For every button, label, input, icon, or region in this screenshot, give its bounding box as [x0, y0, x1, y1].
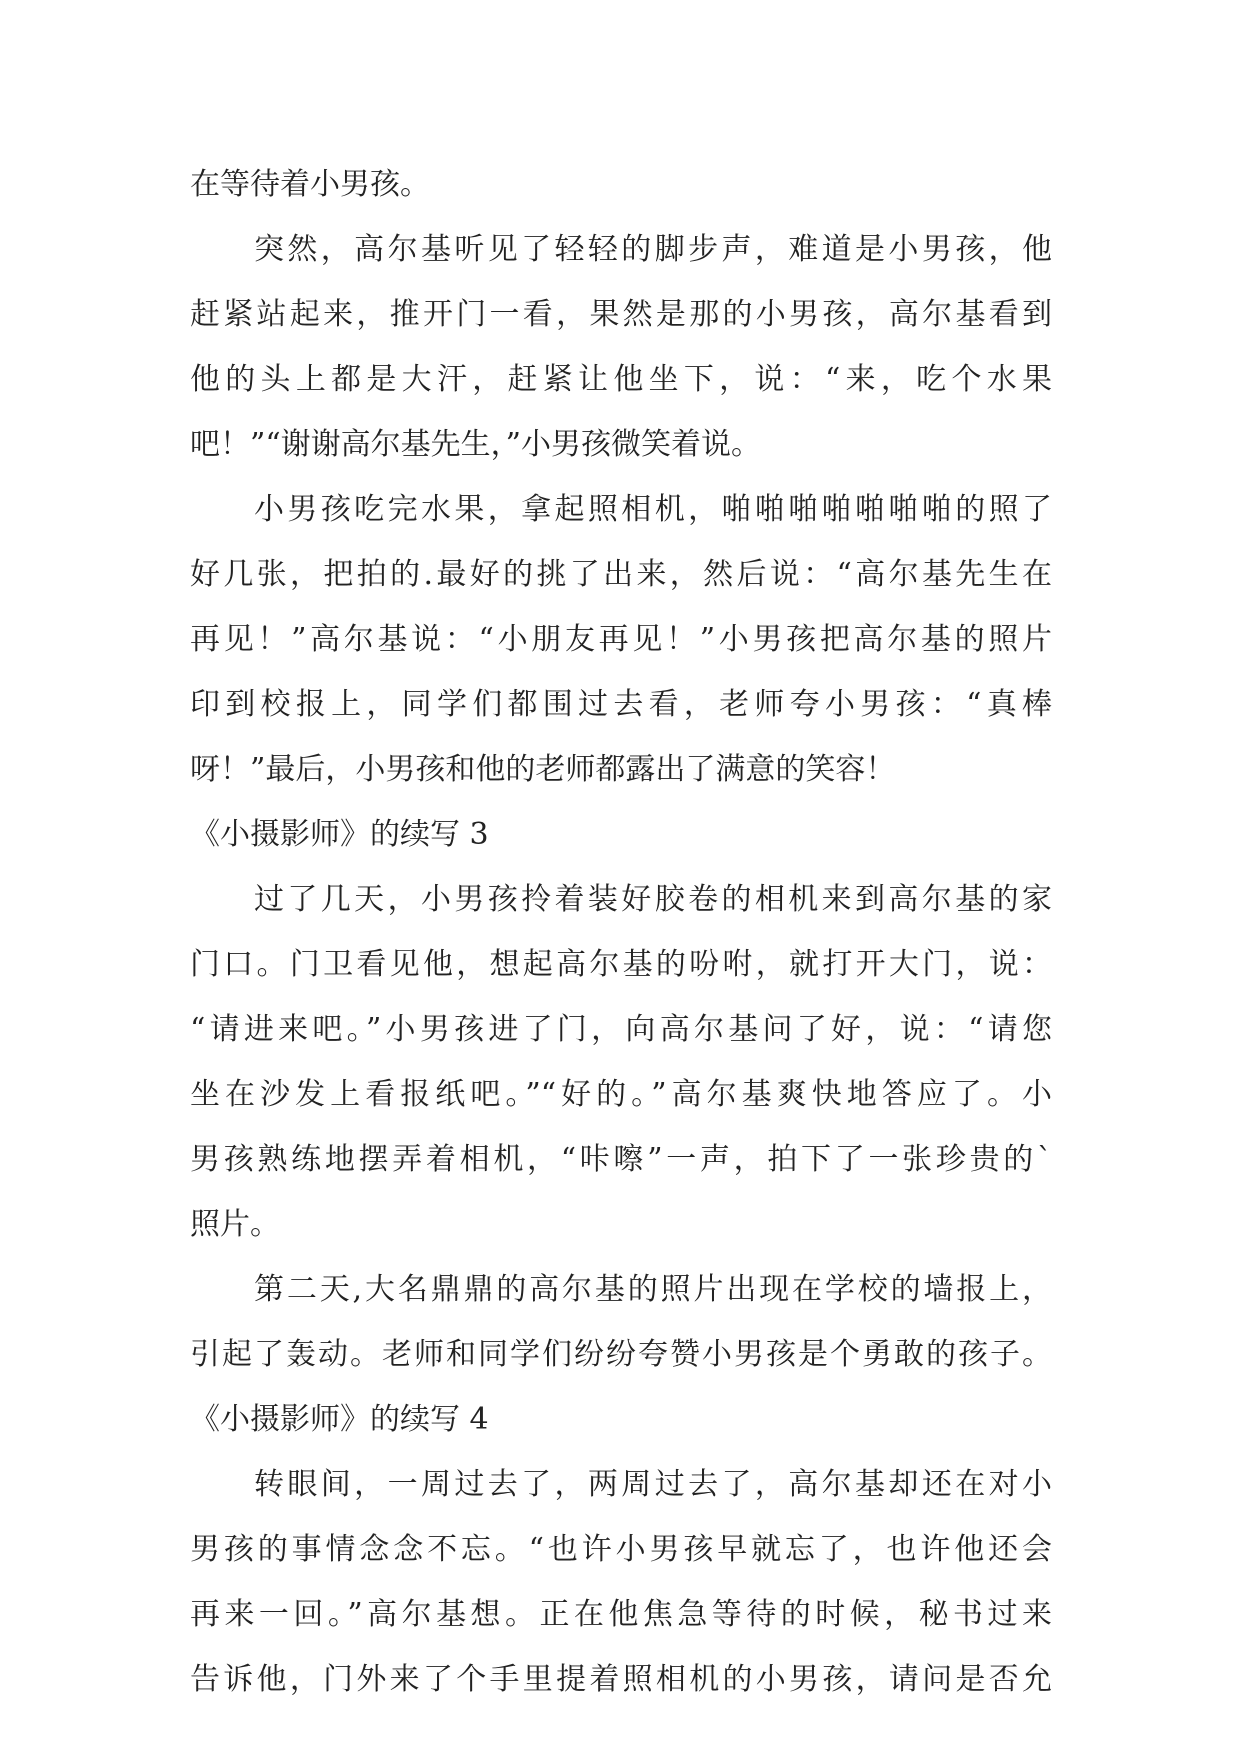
section-heading: 《小摄影师》的续写 4 [190, 1402, 489, 1437]
text-line: “请进来吧。”小男孩进了门，向高尔基问了好，说：“请您 [190, 1012, 1052, 1047]
text-line: 印到校报上，同学们都围过去看，老师夸小男孩：“真棒 [190, 687, 1052, 722]
text-line: 再见！”高尔基说：“小朋友再见！”小男孩把高尔基的照片 [190, 622, 1052, 657]
text-line: 好几张，把拍的.最好的挑了出来，然后说：“高尔基先生在 [190, 557, 1052, 592]
paragraph-first-line: 突然，高尔基听见了轻轻的脚步声，难道是小男孩，他 [254, 232, 1052, 267]
text-line: 照片。 [190, 1207, 280, 1242]
paragraph-first-line: 过了几天，小男孩拎着装好胶卷的相机来到高尔基的家 [254, 882, 1052, 917]
paragraph-first-line: 小男孩吃完水果，拿起照相机，啪啪啪啪啪啪啪的照了 [254, 492, 1052, 527]
text-line: 赶紧站起来，推开门一看，果然是那的小男孩，高尔基看到 [190, 297, 1052, 332]
paragraph-first-line: 第二天,大名鼎鼎的高尔基的照片出现在学校的墙报上， [254, 1272, 1052, 1307]
text-line: 坐在沙发上看报纸吧。”“好的。”高尔基爽快地答应了。小 [190, 1077, 1052, 1112]
text-line: 吧！”“谢谢高尔基先生，”小男孩微笑着说。 [190, 427, 762, 462]
text-line: 他的头上都是大汗，赶紧让他坐下，说：“来，吃个水果 [190, 362, 1052, 397]
text-line: 在等待着小男孩。 [190, 167, 430, 202]
document-body [190, 152, 1052, 1712]
text-line: 再来一回。”高尔基想。正在他焦急等待的时候，秘书过来 [190, 1597, 1052, 1632]
text-line: 男孩的事情念念不忘。“也许小男孩早就忘了，也许他还会 [190, 1532, 1052, 1567]
text-line: 门口。门卫看见他，想起高尔基的吩咐，就打开大门，说： [190, 947, 1052, 982]
text-line: 男孩熟练地摆弄着相机，“咔嚓”一声，拍下了一张珍贵的` [190, 1142, 1052, 1177]
section-heading: 《小摄影师》的续写 3 [190, 817, 489, 852]
text-line: 引起了轰动。老师和同学们纷纷夸赞小男孩是个勇敢的孩子。 [190, 1337, 1052, 1372]
paragraph-first-line: 转眼间，一周过去了，两周过去了，高尔基却还在对小 [254, 1467, 1052, 1502]
text-line: 告诉他，门外来了个手里提着照相机的小男孩，请问是否允 [190, 1662, 1052, 1697]
text-line: 呀！”最后，小男孩和他的老师都露出了满意的笑容！ [190, 752, 896, 787]
